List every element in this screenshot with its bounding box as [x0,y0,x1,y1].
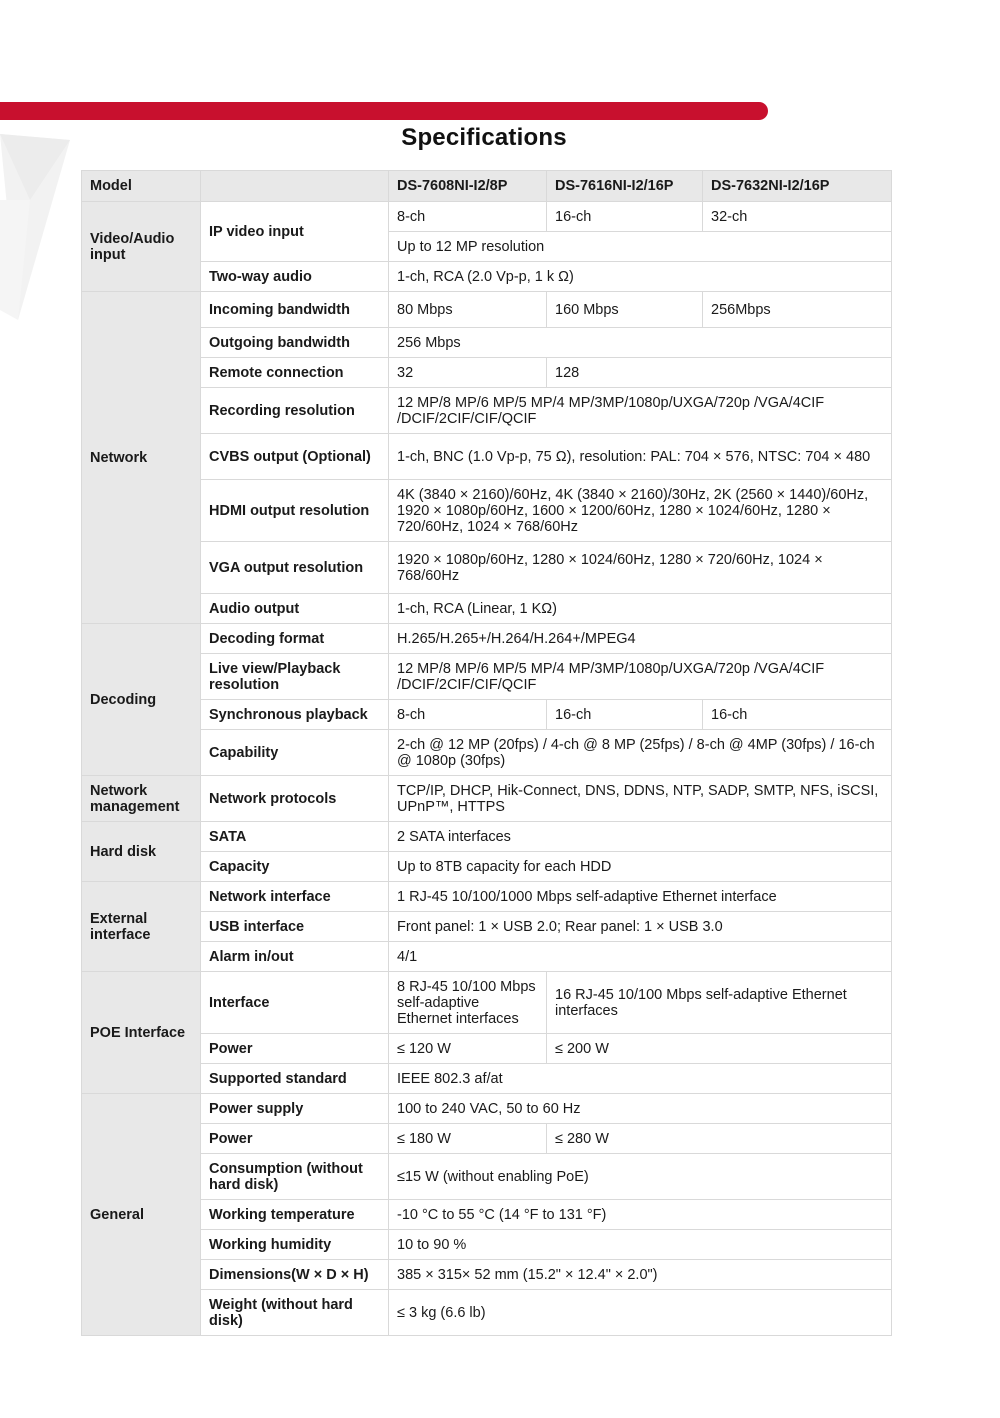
value-consumption: ≤15 W (without enabling PoE) [389,1154,892,1200]
table-row [82,1124,892,1154]
category-video-audio: Video/Audio input [82,202,201,292]
label-network-protocols: Network protocols [201,776,389,822]
table-row [82,358,892,388]
table-row [82,700,892,730]
label-recording-resolution: Recording resolution [201,388,389,434]
value-working-temperature: -10 °C to 55 °C (14 °F to 131 °F) [389,1200,892,1230]
table-row [82,1154,892,1200]
table-row [82,542,892,594]
label-live-view-playback: Live view/Playback resolution [201,654,389,700]
value-sync-1: 8-ch [389,700,547,730]
header-blank [201,171,389,202]
label-weight: Weight (without hard disk) [201,1290,389,1336]
label-usb-interface: USB interface [201,912,389,942]
value-usb-interface: Front panel: 1 × USB 2.0; Rear panel: 1 × USB 3.0 [389,912,892,942]
value-incoming-1: 80 Mbps [389,292,547,328]
value-sata: 2 SATA interfaces [389,822,892,852]
value-ip-video-resolution: Up to 12 MP resolution [389,232,892,262]
label-supported-standard: Supported standard [201,1064,389,1094]
table-row [82,292,892,328]
table-row [82,624,892,654]
header-model: Model [82,171,201,202]
table-row [82,912,892,942]
table-row [82,942,892,972]
value-poe-power-2: ≤ 200 W [547,1034,892,1064]
value-remote-2: 128 [547,358,892,388]
label-incoming-bandwidth: Incoming bandwidth [201,292,389,328]
value-weight: ≤ 3 kg (6.6 lb) [389,1290,892,1336]
value-poe-interface-1: 8 RJ-45 10/100 Mbps self-adaptive Ethernet interfaces [389,972,547,1034]
category-poe-interface: POE Interface [82,972,201,1094]
category-hard-disk: Hard disk [82,822,201,882]
value-ip-video-1: 8-ch [389,202,547,232]
table-row [82,776,892,822]
value-incoming-3: 256Mbps [703,292,892,328]
value-decoding-format: H.265/H.265+/H.264/H.264+/MPEG4 [389,624,892,654]
table-header-row [82,171,892,202]
value-two-way-audio: 1-ch, RCA (2.0 Vp-p, 1 k Ω) [389,262,892,292]
table-row [82,1064,892,1094]
value-hdmi-output: 4K (3840 × 2160)/60Hz, 4K (3840 × 2160)/30Hz, 2K (2560 × 1440)/60Hz, 1920 × 1080p/60Hz, 1600 × 1200/60Hz, 1280 × 1024/60Hz, 1280 × 720/60Hz, 1024 × 768/60Hz [389,480,892,542]
value-poe-interface-2: 16 RJ-45 10/100 Mbps self-adaptive Ethernet interfaces [547,972,892,1034]
value-ip-video-2: 16-ch [547,202,703,232]
table-row [82,1200,892,1230]
label-ip-video-input: IP video input [201,202,389,262]
value-live-view-playback: 12 MP/8 MP/6 MP/5 MP/4 MP/3MP/1080p/UXGA/720p /VGA/4CIF /DCIF/2CIF/CIF/QCIF [389,654,892,700]
label-alarm-in-out: Alarm in/out [201,942,389,972]
table-row [82,1034,892,1064]
header-model-1: DS-7608NI-I2/8P [389,171,547,202]
table-row [82,328,892,358]
value-dimensions: 385 × 315× 52 mm (15.2" × 12.4" × 2.0") [389,1260,892,1290]
table-row [82,1290,892,1336]
value-poe-power-1: ≤ 120 W [389,1034,547,1064]
label-two-way-audio: Two-way audio [201,262,389,292]
header-model-3: DS-7632NI-I2/16P [703,171,892,202]
label-dimensions: Dimensions(W × D × H) [201,1260,389,1290]
label-cvbs-output: CVBS output (Optional) [201,434,389,480]
label-decoding-format: Decoding format [201,624,389,654]
table-row [82,388,892,434]
table-row [82,852,892,882]
table-row [82,822,892,852]
value-general-power-2: ≤ 280 W [547,1124,892,1154]
label-sata: SATA [201,822,389,852]
value-vga-output: 1920 × 1080p/60Hz, 1280 × 1024/60Hz, 1280 × 720/60Hz, 1024 × 768/60Hz [389,542,892,594]
table-row [82,594,892,624]
label-audio-output: Audio output [201,594,389,624]
label-poe-power: Power [201,1034,389,1064]
header-red-bar [0,102,768,120]
category-network-management: Network management [82,776,201,822]
value-network-protocols: TCP/IP, DHCP, Hik-Connect, DNS, DDNS, NTP, SADP, SMTP, NFS, iSCSI, UPnP™, HTTPS [389,776,892,822]
label-network-interface: Network interface [201,882,389,912]
table-row [82,882,892,912]
table-row [82,730,892,776]
table-row [82,262,892,292]
category-general: General [82,1094,201,1336]
value-sync-2: 16-ch [547,700,703,730]
table-row [82,654,892,700]
value-capability: 2-ch @ 12 MP (20fps) / 4-ch @ 8 MP (25fps) / 8-ch @ 4MP (30fps) / 16-ch @ 1080p (30fps) [389,730,892,776]
table-row [82,480,892,542]
category-decoding: Decoding [82,624,201,776]
page-title: Specifications [401,124,567,151]
label-general-power: Power [201,1124,389,1154]
label-synchronous-playback: Synchronous playback [201,700,389,730]
label-hdmi-output: HDMI output resolution [201,480,389,542]
value-audio-output: 1-ch, RCA (Linear, 1 KΩ) [389,594,892,624]
label-working-temperature: Working temperature [201,1200,389,1230]
value-general-power-1: ≤ 180 W [389,1124,547,1154]
table-row [82,1230,892,1260]
value-alarm-in-out: 4/1 [389,942,892,972]
label-vga-output: VGA output resolution [201,542,389,594]
specifications-table [81,170,892,1336]
value-capacity: Up to 8TB capacity for each HDD [389,852,892,882]
decorative-triangle-graphic [0,120,80,340]
table-row [82,1260,892,1290]
value-working-humidity: 10 to 90 % [389,1230,892,1260]
table-row [82,434,892,480]
value-remote-1: 32 [389,358,547,388]
value-sync-3: 16-ch [703,700,892,730]
header-model-2: DS-7616NI-I2/16P [547,171,703,202]
label-capacity: Capacity [201,852,389,882]
value-power-supply: 100 to 240 VAC, 50 to 60 Hz [389,1094,892,1124]
category-external-interface: External interface [82,882,201,972]
label-power-supply: Power supply [201,1094,389,1124]
value-ip-video-3: 32-ch [703,202,892,232]
value-supported-standard: IEEE 802.3 af/at [389,1064,892,1094]
label-poe-interface: Interface [201,972,389,1034]
value-cvbs-output: 1-ch, BNC (1.0 Vp-p, 75 Ω), resolution: PAL: 704 × 576, NTSC: 704 × 480 [389,434,892,480]
label-working-humidity: Working humidity [201,1230,389,1260]
value-incoming-2: 160 Mbps [547,292,703,328]
label-outgoing-bandwidth: Outgoing bandwidth [201,328,389,358]
category-network: Network [82,292,201,624]
label-remote-connection: Remote connection [201,358,389,388]
value-outgoing: 256 Mbps [389,328,892,358]
value-network-interface: 1 RJ-45 10/100/1000 Mbps self-adaptive Ethernet interface [389,882,892,912]
table-row [82,1094,892,1124]
table-row [82,202,892,232]
label-capability: Capability [201,730,389,776]
table-row [82,972,892,1034]
value-recording-resolution: 12 MP/8 MP/6 MP/5 MP/4 MP/3MP/1080p/UXGA/720p /VGA/4CIF /DCIF/2CIF/CIF/QCIF [389,388,892,434]
label-consumption: Consumption (without hard disk) [201,1154,389,1200]
